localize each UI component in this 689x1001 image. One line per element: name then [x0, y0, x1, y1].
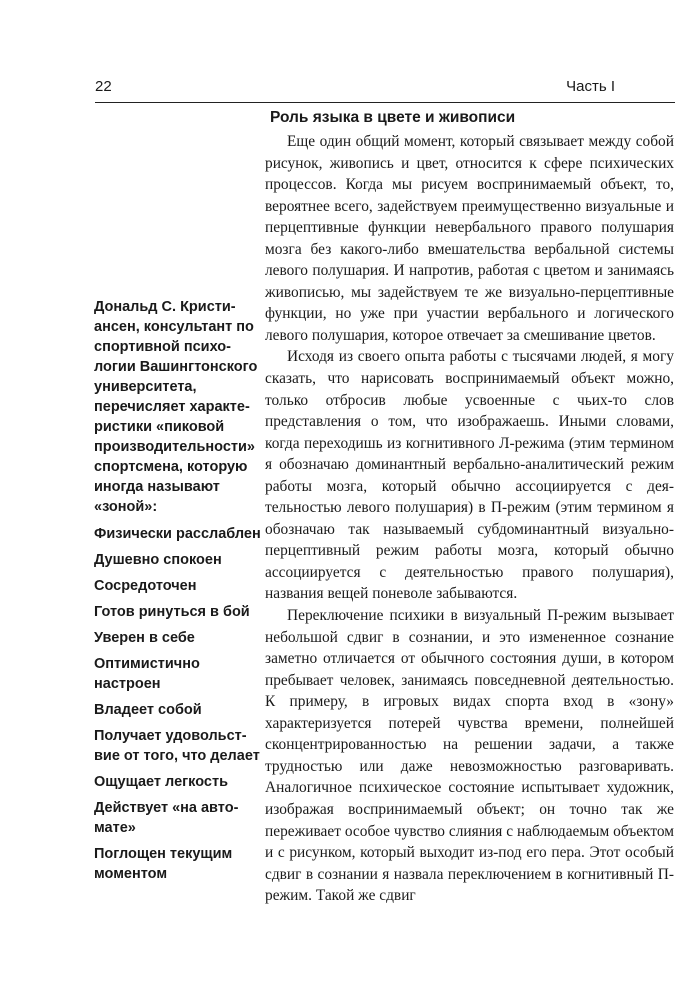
sidebar-trait: Физически расслаблен [94, 526, 261, 542]
body-text [265, 131, 674, 907]
sidebar-intro: Дональд С. Кристиансен, консультант по спортивной психологии Вашингтонского университета, перечисляет характеристики «пиковой производительности» спортсмена, которую иногда называют «зоной»: [94, 299, 258, 515]
sidebar-trait: Владеет собой [94, 702, 202, 718]
body-paragraph: Исходя из своего опыта работы с тысячами людей, я могу сказать, что нарисовать воспринимаемый объект можно, только отбросив любые усвоенные с чьих-то слов представления о том, что изображаешь. Иными словами, когда переходишь из когнитивного Л-режима (этим термином я обозначаю доминантный вербально-аналитический режим работы мозга, который обычно ассоциируется с деятельностью левого полушария) в П-режим (этим термином я обозначаю так называемый субдоминантный визуально-перцептивный режим работы мозга, который обычно ассоциируется с деятельностью правого полушария), названия вещей поневоле забываются. [265, 348, 674, 603]
part-label: Часть I [566, 78, 615, 95]
sidebar-trait: Душевно спокоен [94, 552, 222, 568]
sidebar-trait: Оптимистично настроен [94, 656, 200, 692]
header-rule [95, 102, 675, 103]
sidebar-trait: Уверен в себе [94, 630, 195, 646]
section-title: Роль языка в цвете и живописи [270, 109, 516, 126]
body-paragraph: Переключение психики в визуальный П-режим вызывает небольшой сдвиг в сознании, и это измененное сознание заметно отличается от обычного состояния души, в котором пребывает человек, занимаясь повседневной деятельностью. К примеру, в игровых видах спорта вход в «зону» характеризуется потерей чувства времени, полнейшей сконцентрированностью на решении задачи, а также трудностью или даже невозможностью разговаривать. Аналогичное психическое состояние испытывает художник, изображая воспринимаемый объект; он точно так же переживает особое чувство слияния с наблюдаемым объектом и с рисунком, который выходит из-под его пера. Этот особый сдвиг в сознании я назвала переключением в когнитивный П-режим. Такой же сдвиг [265, 607, 674, 905]
sidebar-note [94, 297, 262, 886]
sidebar-trait: Поглощен текущим моментом [94, 846, 233, 882]
sidebar-trait: Действует «на автомате» [94, 800, 239, 836]
sidebar-trait: Сосредоточен [94, 578, 197, 594]
sidebar-trait: Ощущает легкость [94, 774, 228, 790]
sidebar-trait: Получает удовольствие от того, что делает [94, 728, 260, 764]
page-number: 22 [95, 78, 112, 95]
running-header [95, 78, 615, 100]
sidebar-trait: Готов ринуться в бой [94, 604, 250, 620]
body-paragraph: Еще один общий момент, который связывает между собой рисунок, живопись и цвет, относится к сфере психических процессов. Когда мы рисуем воспринимаемый объект, то, вероятнее всего, задействуем преимущественно визуальные и перцептивные функции невербального правого полушария мозга без какого-либо вмешательства вербальной системы левого полушария. И напротив, работая с цветом и занимаясь живописью, мы задействуем те же визуально-перцептивные функции, но уже при участии вербального и логического левого полушария, которое отвечает за смешивание цветов. [265, 133, 674, 344]
